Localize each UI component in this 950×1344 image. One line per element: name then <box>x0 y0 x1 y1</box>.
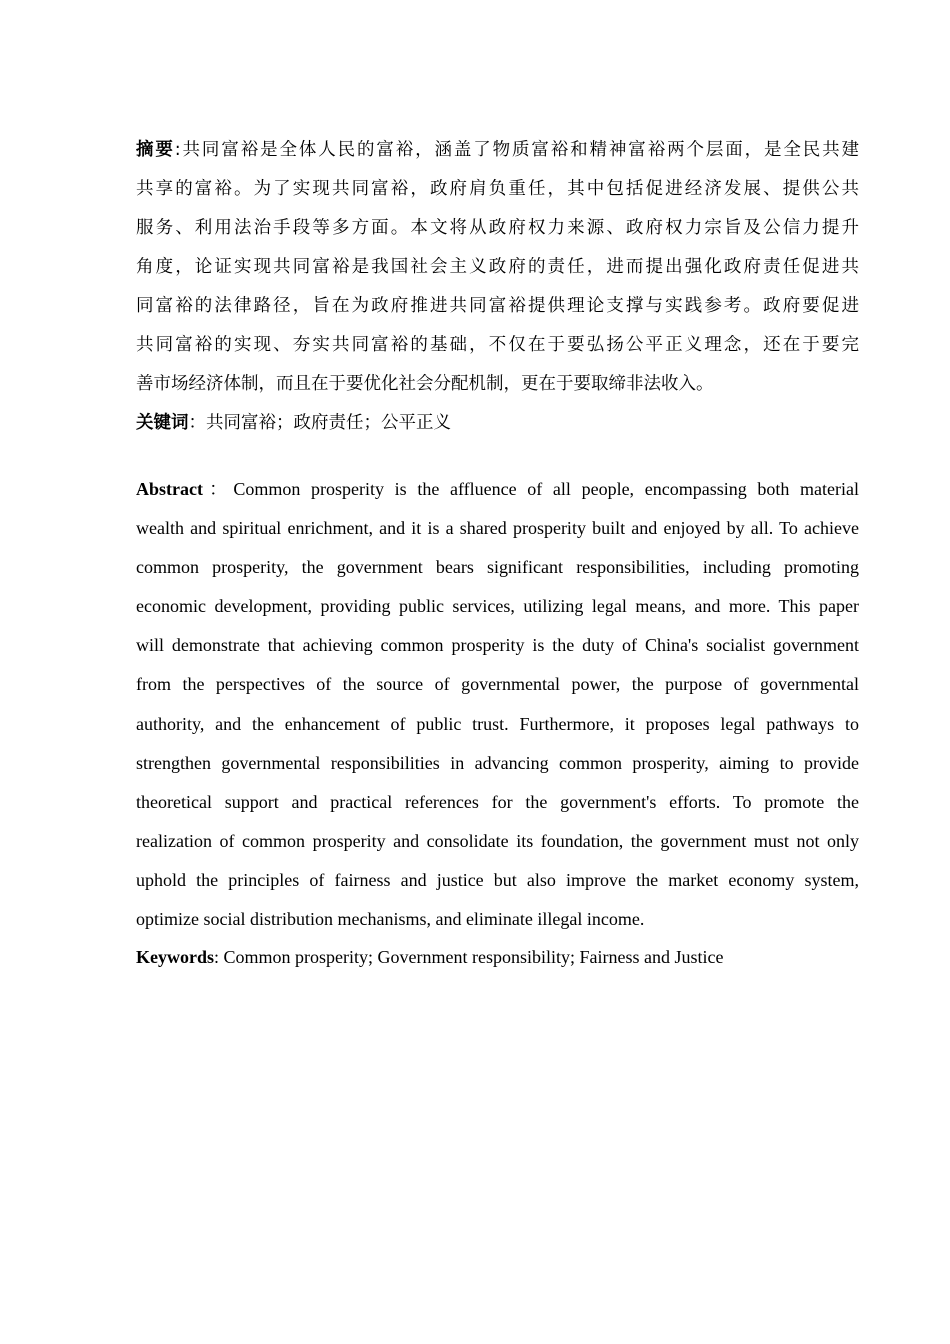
en-keywords-label: Keywords <box>136 947 214 968</box>
english-abstract <box>136 475 859 971</box>
chinese-abstract <box>136 136 859 439</box>
zh-abstract-line: 共享的富裕。为了实现共同富裕，政府肩负重任，其中包括促进经济发展、提供公共 <box>136 179 859 199</box>
en-keywords <box>136 943 859 971</box>
en-abstract-line: wealth and spiritual enrichment, and it is a shared prosperity built and enjoyed by all. To achieve <box>136 518 859 539</box>
zh-abstract-text: 共同富裕是全体人民的富裕，涵盖了物质富裕和精神富裕两个层面，是全民共建 <box>180 140 860 160</box>
zh-abstract-line: 服务、利用法治手段等多方面。本文将从政府权力来源、政府权力宗旨及公信力提升 <box>136 218 859 238</box>
en-abstract-line: theoretical support and practical references for the government's efforts. To promote the <box>136 791 859 812</box>
en-abstract-line: uphold the principles of fairness and justice but also improve the market economy system, <box>136 869 859 890</box>
en-abstract-sep: ： <box>202 479 234 499</box>
en-abstract-line: authority, and the enhancement of public trust. Furthermore, it proposes legal pathways to <box>136 713 859 734</box>
en-abstract-line: realization of common prosperity and consolidate its foundation, the government must not only <box>136 830 859 851</box>
zh-abstract-line <box>136 136 859 175</box>
zh-abstract-line: 共同富裕的实现、夯实共同富裕的基础，不仅在于要弘扬公平正义理念，还在于要完 <box>136 335 859 355</box>
en-abstract-line: optimize social distribution mechanisms, and eliminate illegal income. <box>136 909 645 930</box>
en-abstract-label: Abstract <box>136 479 203 499</box>
en-abstract-line: from the perspectives of the source of governmental power, the purpose of governmental <box>136 674 859 695</box>
zh-abstract-line: 角度，论证实现共同富裕是我国社会主义政府的责任，进而提出强化政府责任促进共 <box>136 257 859 277</box>
en-abstract-line: will demonstrate that achieving common prosperity is the duty of China's socialist government <box>136 635 859 656</box>
en-abstract-line: strengthen governmental responsibilities in advancing common prosperity, aiming to provide <box>136 752 859 773</box>
zh-keywords-sep: ： <box>188 413 206 433</box>
zh-keywords-text: 共同富裕；政府责任；公平正义 <box>206 413 451 433</box>
en-keywords-text: Common prosperity; Government responsibility; Fairness and Justice <box>223 947 724 968</box>
en-abstract-line: common prosperity, the government bears significant responsibilities, including promoting <box>136 557 859 578</box>
en-abstract-line <box>136 475 859 514</box>
zh-keywords-label: 关键词 <box>136 413 189 433</box>
zh-abstract-label: 摘要 <box>136 140 175 160</box>
zh-abstract-line: 同富裕的法律路径，旨在为政府推进共同富裕提供理论支撑与实践参考。政府要促进 <box>136 296 859 316</box>
zh-keywords <box>136 409 859 439</box>
zh-abstract-line: 善市场经济体制，而且在于要优化社会分配机制，更在于要取缔非法收入。 <box>136 374 714 394</box>
en-keywords-sep: : <box>214 947 224 968</box>
en-abstract-text: Common prosperity is the affluence of all people, encompassing both material <box>233 479 860 499</box>
zh-abstract-sep: : <box>174 140 181 160</box>
en-abstract-line: economic development, providing public services, utilizing legal means, and more. This paper <box>136 596 859 617</box>
